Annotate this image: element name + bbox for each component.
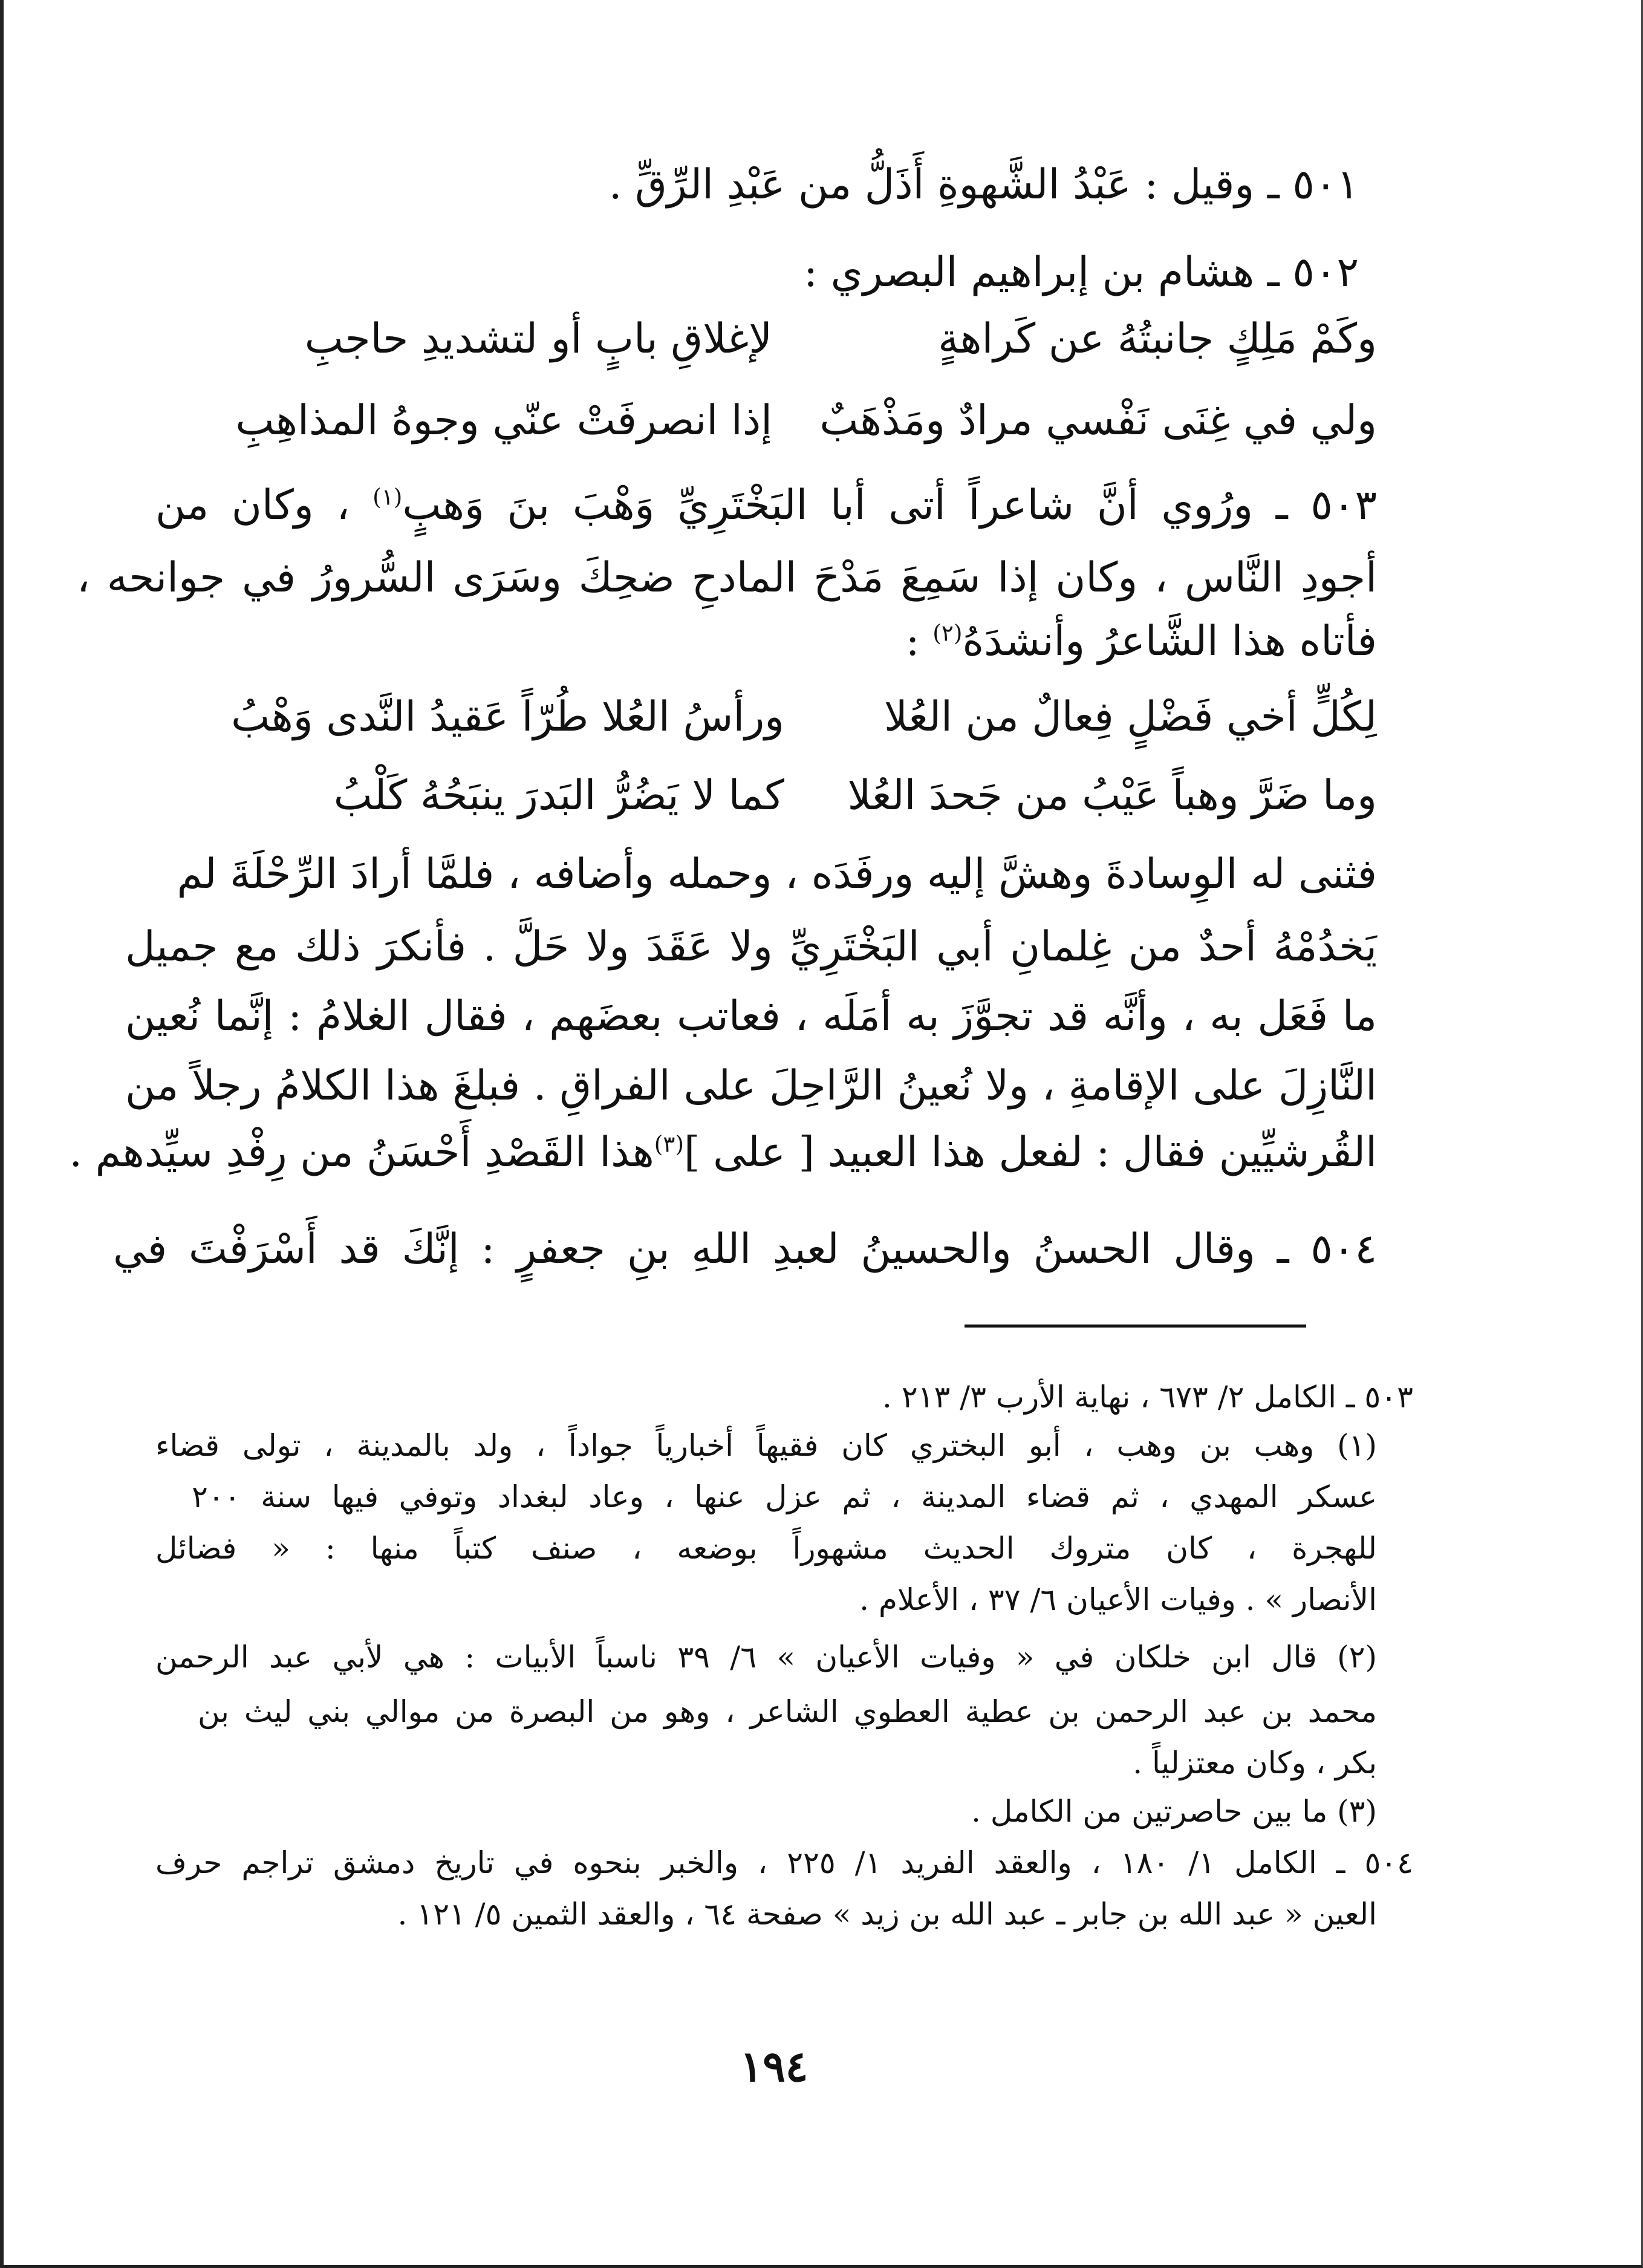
entry-503-intro-verse: فأتاه هذا الشَّاعرُ وأنشدَهُ xyxy=(962,618,1377,665)
footnote-source-504-line-2: العين « عبد الله بن جابر ـ عبد الله بن زيد » صفحة ٦٤ ، والعقد الثمين ٥/ ١٢١ . xyxy=(397,1897,1377,1932)
entry-503-text-cont: ، وكان من xyxy=(155,481,373,529)
entry-503-line-2: أجودِ النَّاس ، وكان إذا سَمِعَ مَدْحَ المادحِ ضحِكَ وسَرَى السُّرورُ في جوانحه ، xyxy=(77,554,1377,602)
entry-503-line-3 xyxy=(906,617,1377,666)
paragraph-line-3: ما فَعَل به ، وأنَّه قد تجوَّزَ به أمَلَه ، فعاتب بعضَهم ، فقال الغلامُ : إنَّما نُعين xyxy=(125,992,1377,1040)
verse-4-right: وما ضَرَّ وهباً عَيْبُ من جَحدَ العُلا xyxy=(847,772,1377,820)
entry-504: ٥٠٤ ـ وقال الحسنُ والحسينُ لعبدِ اللهِ بنِ جعفرٍ : إنَّكَ قد أَسْرَفْتَ في xyxy=(113,1225,1377,1273)
footnote-1-line-2: عسكر المهدي ، ثم قضاء المدينة ، ثم عزل عنها ، وعاد لبغداد وتوفي فيها سنة ٢٠٠ xyxy=(192,1479,1377,1514)
footnote-source-503: ٥٠٣ ـ الكامل ٢/ ٦٧٣ ، نهاية الأرب ٣/ ٢١٣ . xyxy=(882,1380,1413,1415)
verse-3-right: لِكُلٍّ أخي فَضْلٍ فِعالٌ من العُلا xyxy=(883,693,1377,741)
entry-502-intro: ٥٠٢ ـ هشام بن إبراهيم البصري : xyxy=(804,249,1359,296)
verse-1-right: وكَمْ مَلِكٍ جانبتُهُ عن كَراهةٍ xyxy=(938,315,1377,363)
verse-2-right: ولي في غِنَى نَفْسي مرادٌ ومَذْهَبٌ xyxy=(819,397,1377,445)
verse-3-left: ورأسُ العُلا طُرّاً عَقيدُ النَّدى وَهْبُ xyxy=(231,693,784,741)
footnote-1-line-3: للهجرة ، كان متروك الحديث مشهوراً بوضعه ، صنف كتباً منها : « فضائل xyxy=(155,1531,1377,1566)
paragraph-line-5-a: القُرشيِّين فقال : لفعل هذا العبيد [ على ] xyxy=(683,1129,1377,1176)
colon: : xyxy=(905,618,933,665)
verse-2-left: إذا انصرفَتْ عنّي وجوهُ المذاهِبِ xyxy=(235,397,772,445)
footnote-1-line-1: (١) وهب بن وهب ، أبو البختري كان فقيهاً أخبارياً جواداً ، ولد بالمدينة ، تولى قضاء xyxy=(155,1428,1377,1463)
footnote-ref-2: (٢) xyxy=(932,619,963,647)
verse-1-left: لإغلاقِ بابٍ أو لتشديدِ حاجبِ xyxy=(304,315,772,363)
footnote-2-line-3: بكر ، وكان معتزلياً . xyxy=(1133,1745,1377,1781)
footnote-2-line-1: (٢) قال ابن خلكان في « وفيات الأعيان » ٦/ ٣٩ ناسباً الأبيات : هي لأبي عبد الرحمن xyxy=(155,1640,1377,1675)
verse-4-left: كما لا يَضُرُّ البَدرَ ينبَحُهُ كَلْبُ xyxy=(333,772,784,820)
footnote-2-line-2: محمد بن عبد الرحمن بن عطية العطوي الشاعر ، وهو من البصرة من موالي بني ليث بن xyxy=(198,1694,1377,1729)
paragraph-line-5-b: هذا القَصْدِ أَحْسَنُ من رِفْدِ سيِّدهم . xyxy=(69,1129,654,1176)
entry-503-text: ٥٠٣ ـ ورُوي أنَّ شاعراً أتى أبا البَخْتَرِيِّ وَهْبَ بنَ وَهبٍ xyxy=(402,481,1377,529)
footnote-ref-3: (٣) xyxy=(654,1130,684,1158)
entry-503-line-1 xyxy=(155,481,1377,530)
paragraph-line-1: فثنى له الوِسادةَ وهشَّ إليه ورفَدَه ، وحمله وأضافه ، فلمَّا أرادَ الرِّحْلَةَ لم xyxy=(177,850,1377,898)
footnote-ref-1: (١) xyxy=(373,483,403,510)
entry-501: ٥٠١ ـ وقيل : عَبْدُ الشَّهوةِ أَذَلُّ من عَبْدِ الرِّقِّ . xyxy=(608,161,1359,209)
page-number: ١٩٤ xyxy=(740,2041,808,2091)
footnote-source-504-line-1: ٥٠٤ ـ الكامل ١/ ١٨٠ ، والعقد الفريد ١/ ٢٢٥ ، والخبر بنحوه في تاريخ دمشق تراجم حرف xyxy=(155,1845,1414,1880)
footnote-1-line-4: الأنصار » . وفيات الأعيان ٦/ ٣٧ ، الأعلام . xyxy=(859,1582,1377,1617)
footnote-3: (٣) ما بين حاصرتين من الكامل . xyxy=(971,1794,1377,1829)
paragraph-line-4: النَّازِلَ على الإقامةِ ، ولا نُعينُ الرَّاحِلَ على الفراقِ . فبلغَ هذا الكلامُ رجلاً من xyxy=(125,1062,1377,1110)
paragraph-line-2: يَخدُمْهُ أحدٌ من غِلمانِ أبي البَخْتَرِيِّ ولا عَقَدَ ولا حَلَّ . فأنكرَ ذلك مع جميل xyxy=(125,923,1377,971)
paragraph-line-5 xyxy=(69,1128,1377,1178)
footnote-separator-short xyxy=(965,1325,1073,1328)
